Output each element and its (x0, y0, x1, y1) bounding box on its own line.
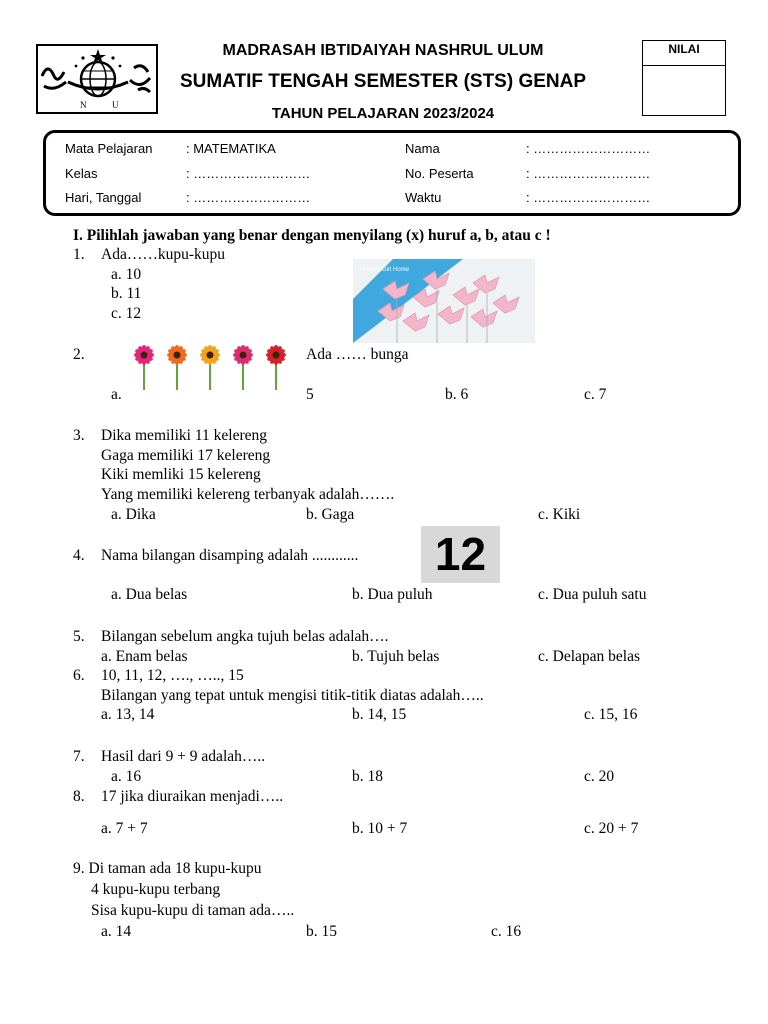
q2-option-a[interactable]: a. (111, 386, 122, 403)
q2-option-a-value[interactable]: 5 (306, 386, 314, 403)
q6-line2: Bilangan yang tepat untuk mengisi titik-titik diatas adalah….. (101, 687, 484, 704)
q8-option-c[interactable]: c. 20 + 7 (584, 820, 639, 837)
q7-text: Hasil dari 9 + 9 adalah….. (101, 748, 266, 765)
flower-icon (233, 345, 253, 390)
q5-option-a[interactable]: a. Enam belas (101, 648, 188, 665)
q1-number: 1. (73, 246, 85, 263)
section-instruction: I. Pilihlah jawaban yang benar dengan menyilang (x) huruf a, b, atau c ! (73, 227, 551, 244)
name-label: Nama (405, 141, 440, 156)
subject-label: Mata Pelajaran (65, 141, 153, 156)
flowers-image (127, 342, 292, 392)
q3-line1: Dika memiliki 11 kelereng (101, 427, 268, 444)
q8-option-a[interactable]: a. 7 + 7 (101, 820, 148, 837)
q5-number: 5. (73, 628, 85, 645)
q7-option-b[interactable]: b. 18 (352, 768, 383, 785)
exam-title: SUMATIF TENGAH SEMESTER (STS) GENAP (179, 71, 587, 92)
nu-logo-icon (38, 46, 156, 112)
q9-option-c[interactable]: c. 16 (491, 923, 522, 940)
score-box[interactable] (642, 40, 726, 116)
q9-option-b[interactable]: b. 15 (306, 923, 337, 940)
date-label: Hari, Tanggal (65, 190, 142, 205)
q6-text: 10, 11, 12, …., ….., 15 (101, 667, 244, 684)
q2-option-b[interactable]: b. 6 (445, 386, 469, 403)
number-field[interactable]: : ……………………… (526, 166, 651, 181)
q6-option-b[interactable]: b. 14, 15 (352, 706, 407, 723)
q5-text: Bilangan sebelum angka tujuh belas adalah…. (101, 628, 389, 645)
q5-option-c[interactable]: c. Delapan belas (538, 648, 640, 665)
q9-option-a[interactable]: a. 14 (101, 923, 132, 940)
q8-number: 8. (73, 788, 85, 805)
q6-option-a[interactable]: a. 13, 14 (101, 706, 155, 723)
q6-number: 6. (73, 667, 85, 684)
q3-option-a[interactable]: a. Dika (111, 506, 156, 523)
flower-icon (266, 345, 286, 390)
svg-text:U: U (112, 100, 119, 110)
q9-line2: 4 kupu-kupu terbang (91, 881, 221, 898)
class-label: Kelas (65, 166, 98, 181)
q4-option-a[interactable]: a. Dua belas (111, 586, 188, 603)
q9-line1: 9. Di taman ada 18 kupu-kupu (73, 860, 262, 877)
q2-number: 2. (73, 346, 85, 363)
q2-option-c[interactable]: c. 7 (584, 386, 607, 403)
school-logo (36, 44, 158, 114)
school-name: MADRASAH IBTIDAIYAH NASHRUL ULUM (222, 42, 544, 59)
time-field[interactable]: : ……………………… (526, 190, 651, 205)
score-label: NILAI (643, 41, 725, 66)
q3-option-b[interactable]: b. Gaga (306, 506, 355, 523)
q3-line4: Yang memiliki kelereng terbanyak adalah……. (101, 486, 395, 503)
q7-option-a[interactable]: a. 16 (111, 768, 142, 785)
subject-value: : MATEMATIKA (186, 141, 276, 156)
flower-icon (200, 345, 220, 390)
q1-option-b[interactable]: b. 11 (111, 285, 142, 302)
number-label: No. Peserta (405, 166, 474, 181)
q2-text: Ada …… bunga (306, 346, 409, 363)
date-field[interactable]: : ……………………… (186, 190, 311, 205)
q1-option-a[interactable]: a. 10 (111, 266, 142, 283)
q4-text: Nama bilangan disamping adalah ............ (101, 547, 359, 564)
academic-year: TAHUN PELAJARAN 2023/2024 (271, 105, 495, 122)
q3-number: 3. (73, 427, 85, 444)
q4-option-c[interactable]: c. Dua puluh satu (538, 586, 647, 603)
q6-option-c[interactable]: c. 15, 16 (584, 706, 638, 723)
svg-text:N: N (80, 100, 87, 110)
q7-number: 7. (73, 748, 85, 765)
butterflies-image (353, 259, 535, 343)
q1-option-c[interactable]: c. 12 (111, 305, 142, 322)
q3-line3: Kiki memliki 15 kelereng (101, 466, 261, 483)
q3-line2: Gaga memiliki 17 kelereng (101, 447, 271, 464)
name-field[interactable]: : ……………………… (526, 141, 651, 156)
q7-option-c[interactable]: c. 20 (584, 768, 615, 785)
svg-text:Lovely Girl Home: Lovely Girl Home (363, 267, 410, 273)
class-field[interactable]: : ……………………… (186, 166, 311, 181)
flower-icon (167, 345, 187, 390)
q8-option-b[interactable]: b. 10 + 7 (352, 820, 408, 837)
q3-option-c[interactable]: c. Kiki (538, 506, 581, 523)
q4-number: 4. (73, 547, 85, 564)
q1-text: Ada……kupu-kupu (101, 246, 225, 263)
q8-text: 17 jika diuraikan menjadi….. (101, 788, 284, 805)
q4-option-b[interactable]: b. Dua puluh (352, 586, 433, 603)
time-label: Waktu (405, 190, 442, 205)
q5-option-b[interactable]: b. Tujuh belas (352, 648, 440, 665)
number-image: 12 (421, 526, 500, 583)
flower-icon (134, 345, 154, 390)
student-info-box (43, 130, 741, 216)
q9-line3: Sisa kupu-kupu di taman ada….. (91, 902, 295, 919)
